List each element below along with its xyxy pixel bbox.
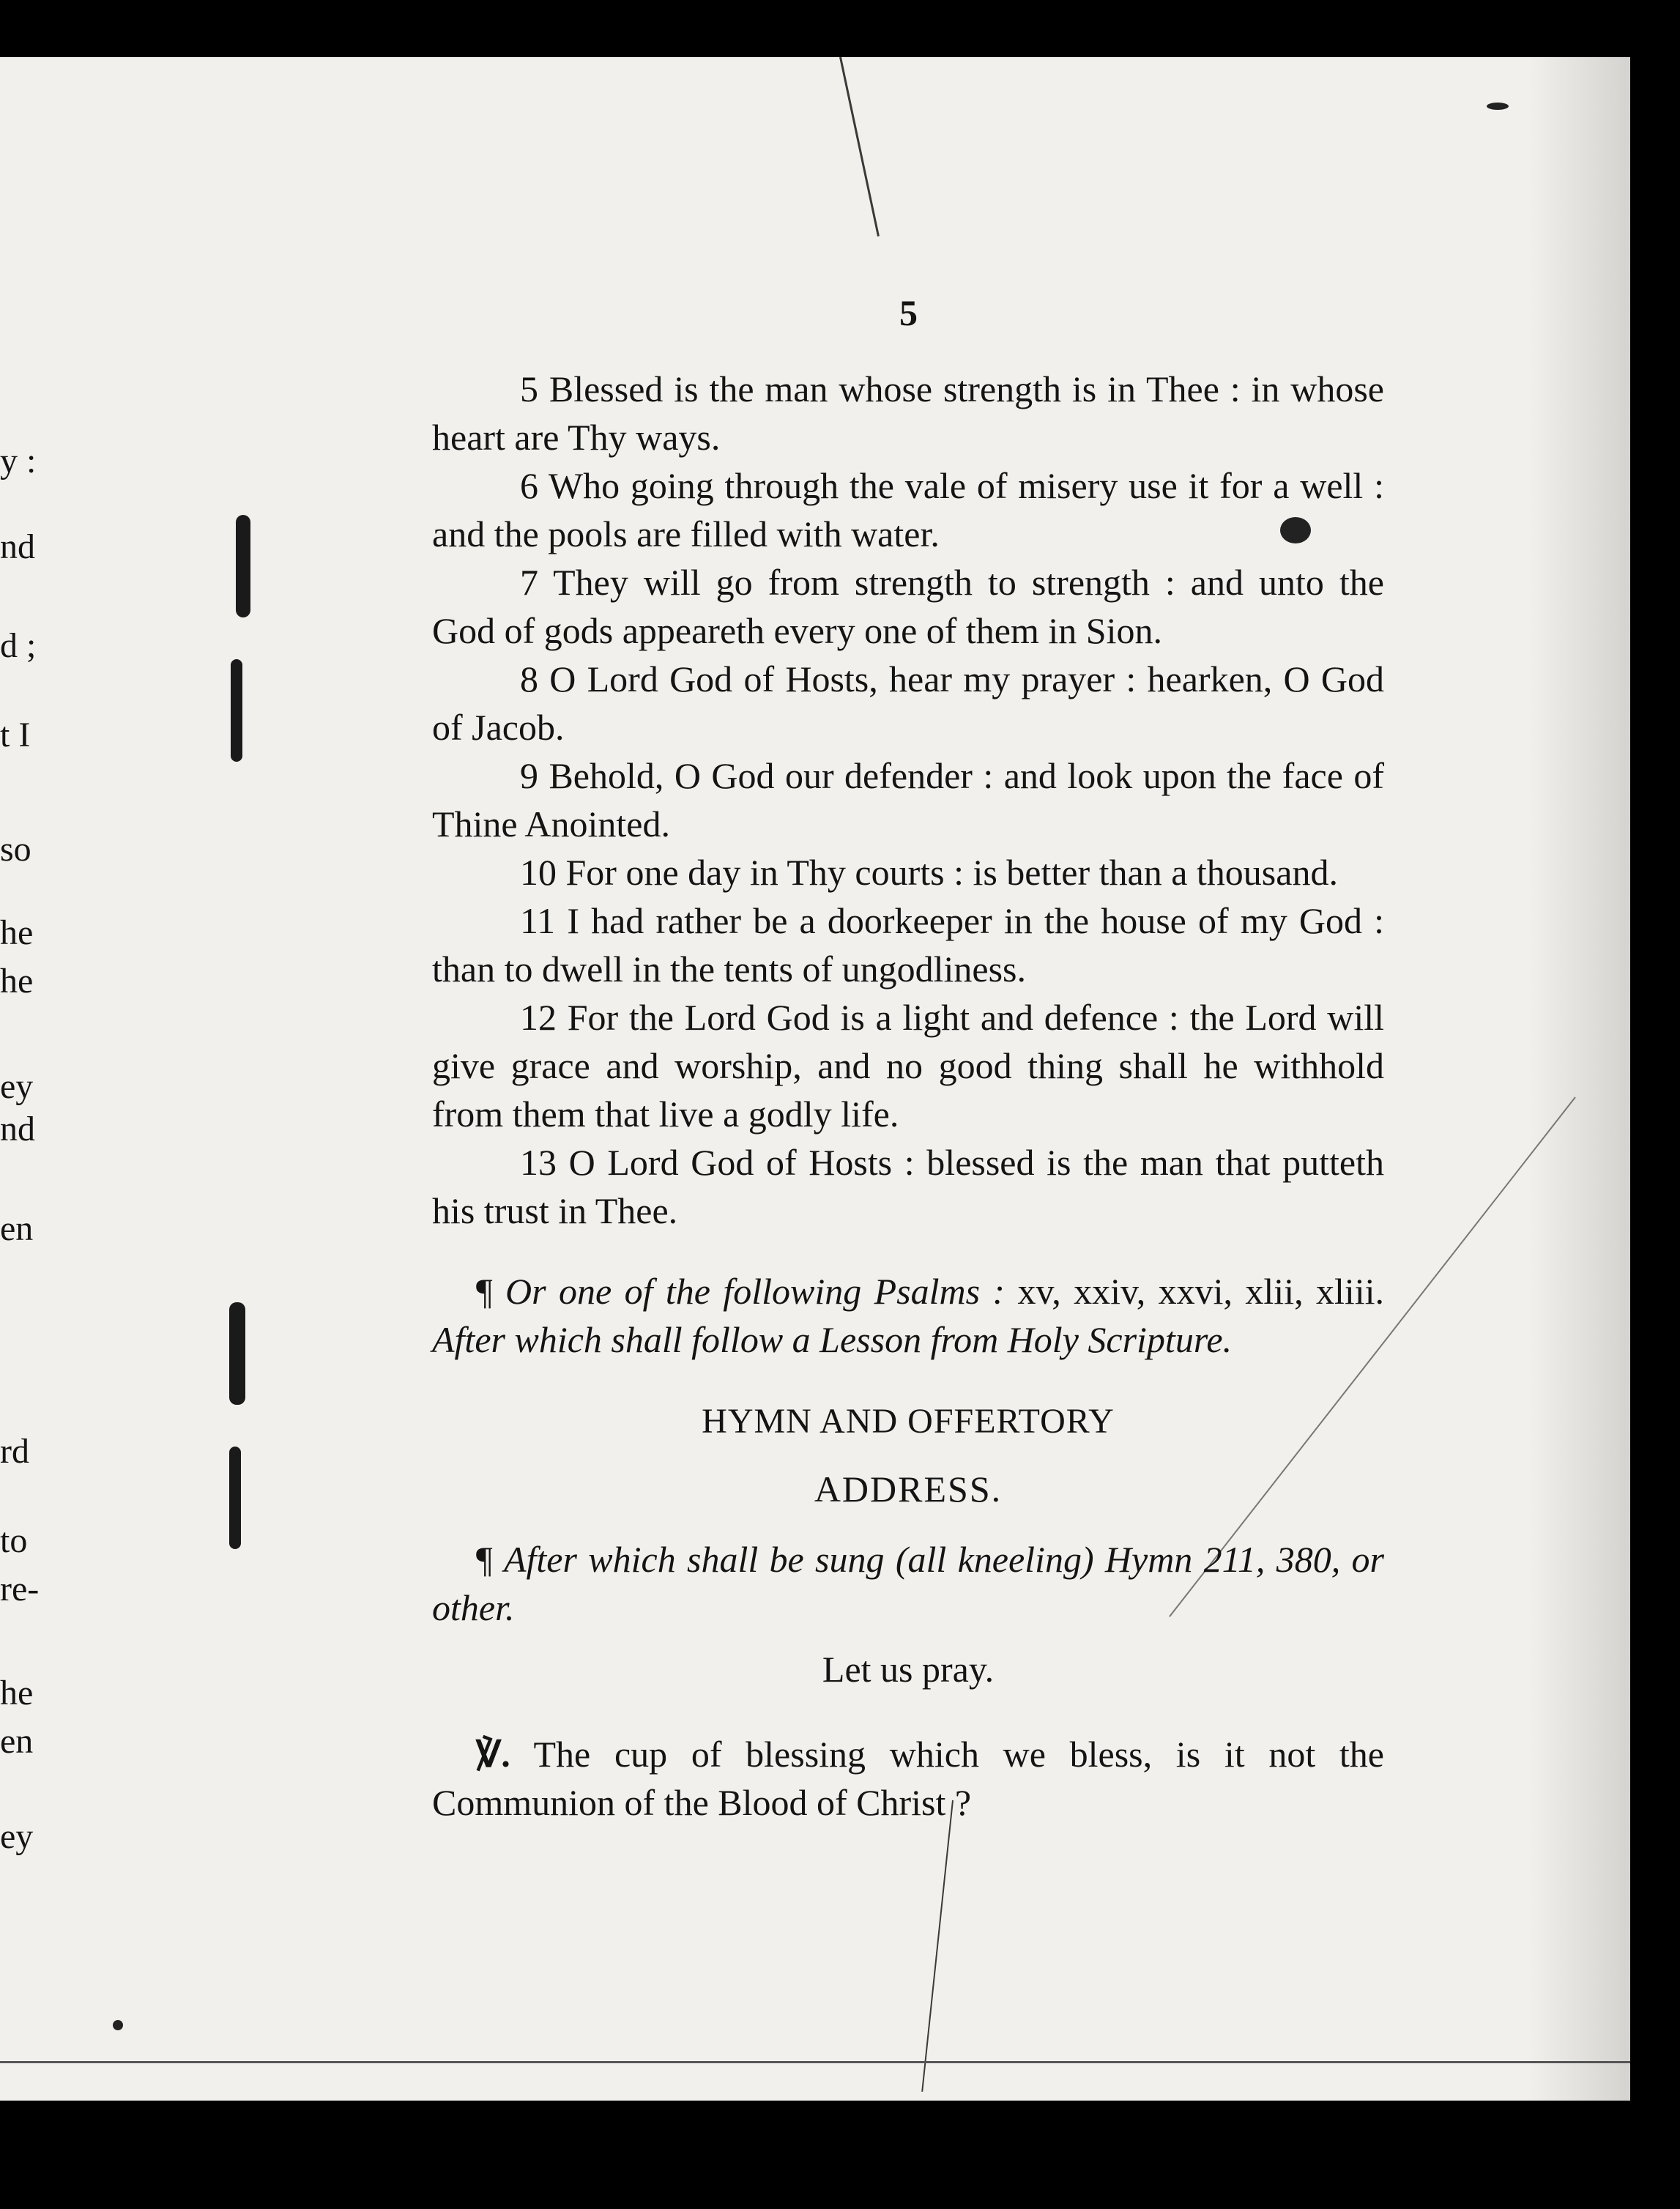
rubric-psalms xyxy=(432,1267,1384,1364)
pilcrow-mark: ¶ xyxy=(476,1539,493,1580)
rubric-intro: Or one of the following Psalms : xyxy=(505,1271,1006,1312)
left-margin-fragment: en xyxy=(0,1722,34,1761)
pilcrow-mark: ¶ xyxy=(476,1271,493,1312)
verse-number: 10 xyxy=(520,852,557,893)
left-margin-fragment: en xyxy=(0,1209,34,1248)
psalm-verse xyxy=(432,751,1384,848)
heading-address: ADDRESS. xyxy=(814,1469,1003,1510)
left-margin-fragment: nd xyxy=(0,527,35,566)
verse-text: Blessed is the man whose strength is in Thee : in whose heart are Thy ways. xyxy=(432,368,1384,458)
margin-bracket xyxy=(229,1302,245,1405)
left-margin-fragment: he xyxy=(0,913,34,952)
verse-text: For one day in Thy courts : is better than a thousand. xyxy=(565,852,1338,893)
verse-text: O Lord God of Hosts : blessed is the man that putteth his trust in Thee. xyxy=(432,1142,1385,1231)
verse-number: 11 xyxy=(520,900,556,941)
verse-text: Behold, O God our defender : and look upon the face of Thine Anointed. xyxy=(432,755,1384,844)
verse-number: 7 xyxy=(520,562,538,603)
rubric-after: After which shall follow a Lesson from Holy Scripture. xyxy=(432,1319,1233,1360)
psalm-verse xyxy=(432,1138,1384,1235)
verse-text: O Lord God of Hosts, hear my prayer : hearken, O God of Jacob. xyxy=(432,658,1384,748)
left-margin-fragment: to xyxy=(0,1521,28,1560)
versicle-mark: ℣. xyxy=(476,1734,510,1775)
heading-hymn-offertory: HYMN AND OFFERTORY xyxy=(702,1402,1115,1441)
page-crease xyxy=(921,1800,954,2092)
psalm-verse xyxy=(432,848,1384,896)
margin-bracket xyxy=(231,659,242,762)
page-number: 5 xyxy=(899,292,918,333)
bottom-rule xyxy=(0,2061,1630,2063)
verse-number: 13 xyxy=(520,1142,557,1183)
left-margin-fragment: nd xyxy=(0,1110,35,1148)
verse-number: 6 xyxy=(520,465,538,506)
left-margin-fragment: re- xyxy=(0,1570,40,1608)
psalm-verse xyxy=(432,896,1384,993)
verse-text: For the Lord God is a light and defence : the Lord will give grace and worship, and no good thing shall he withhold from them that live a godly life. xyxy=(432,997,1385,1135)
left-margin-fragment: he xyxy=(0,962,34,1000)
psalm-text xyxy=(432,365,1384,1827)
psalm-verse xyxy=(432,993,1384,1138)
verse-number: 5 xyxy=(520,368,538,409)
left-margin-fragment: d ; xyxy=(0,626,37,665)
verse-list xyxy=(432,365,1384,1235)
left-margin-fragment: ey xyxy=(0,1067,34,1106)
left-margin-fragment: so xyxy=(0,830,31,869)
versicle-text: The cup of blessing which we bless, is it not the Communion of the Blood of Christ ? xyxy=(432,1734,1384,1823)
verse-number: 12 xyxy=(520,997,557,1038)
psalm-verse xyxy=(432,365,1384,461)
psalm-verse xyxy=(432,461,1384,558)
psalm-verse xyxy=(432,558,1384,655)
ink-speck xyxy=(1487,103,1509,110)
ink-speck xyxy=(113,2020,123,2030)
page-crease xyxy=(839,57,880,237)
book-page xyxy=(0,57,1630,2101)
verse-text: Who going through the vale of misery use it for a well : and the pools are filled with water. xyxy=(432,465,1384,554)
let-us-pray: Let us pray. xyxy=(822,1649,995,1690)
margin-bracket xyxy=(229,1447,241,1549)
left-margin-fragment: he xyxy=(0,1674,34,1712)
page-edge-shadow xyxy=(1528,57,1630,2101)
margin-bracket xyxy=(236,515,250,617)
psalm-verse xyxy=(432,655,1384,751)
left-margin-fragment: t I xyxy=(0,716,31,754)
left-margin-fragment: rd xyxy=(0,1432,29,1471)
left-margin-fragment: ey xyxy=(0,1817,34,1856)
left-margin-fragment: y : xyxy=(0,442,37,480)
verse-number: 9 xyxy=(520,755,538,796)
versicle xyxy=(432,1730,1384,1827)
verse-text: I had rather be a doorkeeper in the house of my God : than to dwell in the tents of ungodliness. xyxy=(432,900,1384,990)
rubric-hymn-text: After which shall be sung (all kneeling) Hymn 211, 380, or other. xyxy=(432,1539,1384,1628)
rubric-psalm-list: xv, xxiv, xxvi, xlii, xliii. xyxy=(1017,1271,1385,1312)
verse-text: They will go from strength to strength : and unto the God of gods appeareth every one of them in Sion. xyxy=(432,562,1384,651)
verse-number: 8 xyxy=(520,658,538,699)
rubric-hymn xyxy=(432,1535,1384,1632)
